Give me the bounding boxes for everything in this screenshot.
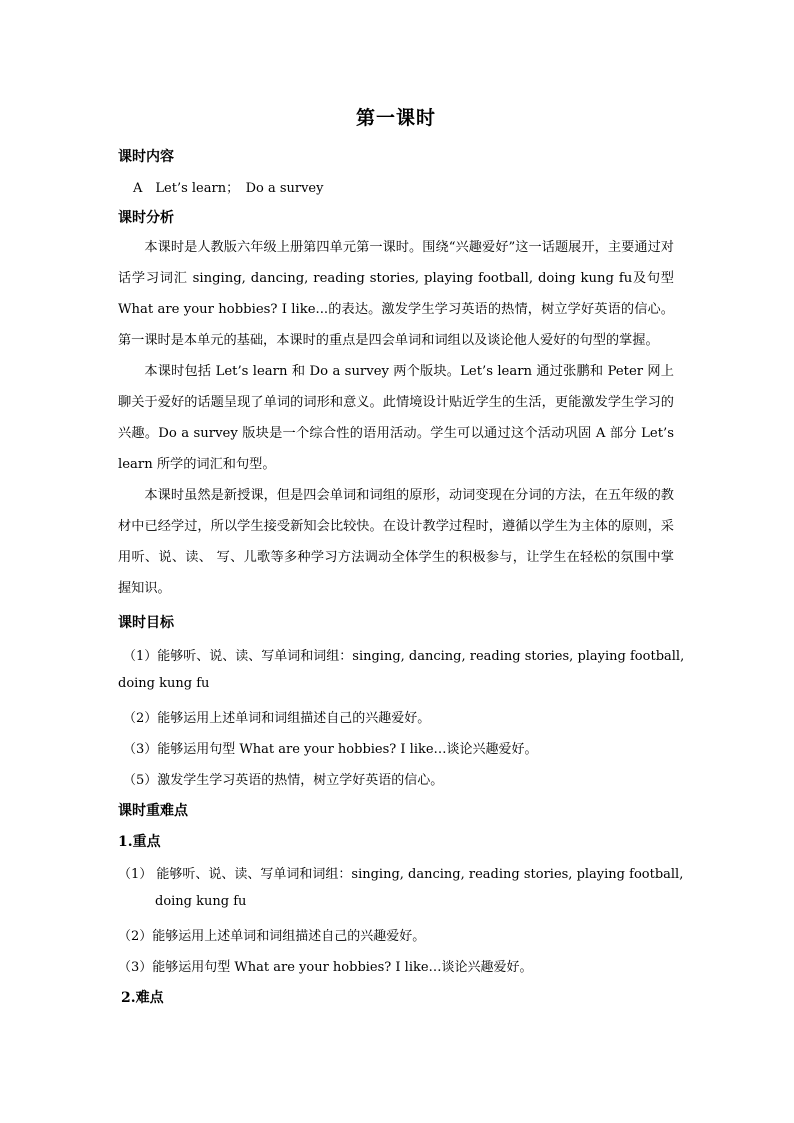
goals-heading: 课时目标 bbox=[118, 615, 174, 631]
goal-item-2: （2）能够运用上述单词和词组描述自己的兴趣爱好。 bbox=[123, 711, 431, 726]
analysis-paragraph-2: 本课时包括 Let’s learn 和 Do a survey 两个版块。Let’s learn 通过张鹏和 Peter 网上聊关于爱好的话题呈现了单词的词形和意义。此情境设计贴近学生的生活，更能激发学生学习的兴趣。Do a survey 版块是一个综合性的语用活动。学生可以通过这个活动巩固 A 部分 Let’s learn 所学的词汇和句型。 bbox=[118, 364, 674, 472]
key-point-1-cont: doing kung fu bbox=[155, 894, 247, 909]
key-heading: 课时重难点 bbox=[118, 803, 188, 819]
key-point-1: （1） 能够听、说、读、写单词和词组：singing, dancing, reading stories, playing football, bbox=[118, 867, 684, 882]
content-line: A Let’s learn； Do a survey bbox=[133, 181, 324, 196]
goal-item-5: （5）激发学生学习英语的热情，树立学好英语的信心。 bbox=[123, 773, 444, 788]
key-point-2: （2）能够运用上述单词和词组描述自己的兴趣爱好。 bbox=[118, 929, 426, 944]
goal-item-1: （1）能够听、说、读、写单词和词组：singing, dancing, reading stories, playing football, bbox=[123, 649, 685, 664]
goal-item-1-cont: doing kung fu bbox=[118, 676, 210, 691]
page-title: 第一课时 bbox=[355, 107, 436, 129]
content-heading: 课时内容 bbox=[118, 149, 174, 165]
analysis-paragraph-1: 本课时是人教版六年级上册第四单元第一课时。围绕“兴趣爱好”这一话题展开，主要通过对话学习词汇 singing, dancing, reading stories, playing football, doing kung fu及句型 What are your hobbies? I like...的表达。激发学生学习英语的热情，树立学好英语的信心。第一课时是本单元的基础，本课时的重点是四会单词和词组以及谈论他人爱好的句型的掌握。 bbox=[118, 240, 674, 348]
key-point-heading: 1.重点 bbox=[118, 834, 161, 850]
key-point-3: （3）能够运用句型 What are your hobbies? I like…谈论兴趣爱好。 bbox=[118, 960, 533, 975]
analysis-paragraph-3: 本课时虽然是新授课，但是四会单词和词组的原形，动词变现在分词的方法，在五年级的教材中已经学过，所以学生接受新知会比较快。在设计教学过程时，遵循以学生为主体的原则，采用听、说、读、 写、儿歌等多种学习方法调动全体学生的积极参与，让学生在轻松的氛围中掌握知识。 bbox=[118, 488, 674, 596]
analysis-heading: 课时分析 bbox=[118, 210, 174, 226]
goal-item-3: （3）能够运用句型 What are your hobbies? I like…谈论兴趣爱好。 bbox=[123, 742, 538, 757]
difficult-heading: 2.难点 bbox=[121, 990, 164, 1006]
